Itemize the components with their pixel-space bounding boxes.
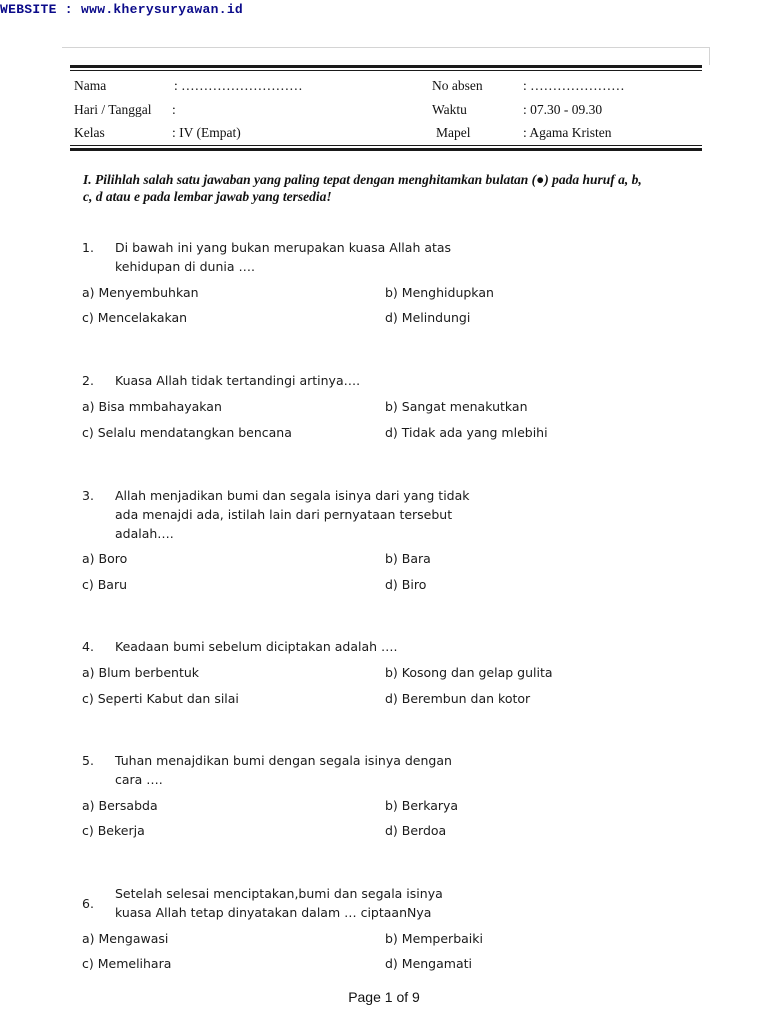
website-banner: WEBSITE : www.kherysuryawan.id [0, 2, 244, 17]
question-line: ada menajdi ada, istilah lain dari pernyataan tersebut [115, 507, 453, 522]
q2-option-d[interactable]: d) Tidak ada yang mlebihi [385, 425, 548, 440]
header-rule-bottom [70, 148, 702, 151]
question-text [115, 637, 485, 656]
q4-option-a[interactable]: a) Blum berbentuk [82, 665, 200, 680]
mapel-value: : Agama Kristen [523, 125, 612, 140]
q5-option-c[interactable]: c) Bekerja [82, 823, 145, 838]
question-number: 2. [82, 373, 94, 388]
q2-option-b[interactable]: b) Sangat menakutkan [385, 399, 528, 414]
question-line: cara …. [115, 772, 163, 787]
q2-option-a[interactable]: a) Bisa mmbahayakan [82, 399, 222, 414]
question-line: Keadaan bumi sebelum diciptakan adalah …. [115, 639, 398, 654]
q1-option-b[interactable]: b) Menghidupkan [385, 285, 494, 300]
hari-field[interactable]: : [172, 102, 176, 117]
question-number: 5. [82, 753, 94, 768]
question-line: kehidupan di dunia …. [115, 259, 255, 274]
header-rule-top-thin [70, 70, 702, 71]
q6-option-d[interactable]: d) Mengamati [385, 956, 472, 971]
q5-option-d[interactable]: d) Berdoa [385, 823, 447, 838]
q5-option-b[interactable]: b) Berkarya [385, 798, 459, 813]
question-line: Tuhan menajdikan bumi dengan segala isinya dengan [115, 753, 452, 768]
kelas-value: : IV (Empat) [172, 125, 241, 140]
q1-option-d[interactable]: d) Melindungi [385, 310, 471, 325]
question-line: Kuasa Allah tidak tertandingi artinya…. [115, 373, 361, 388]
question-text [115, 751, 485, 789]
question-text [115, 486, 485, 543]
header-rule-bottom-thin [70, 145, 702, 146]
absen-label: No absen [432, 78, 483, 93]
q4-option-d[interactable]: d) Berembun dan kotor [385, 691, 531, 706]
question-line: Di bawah ini yang bukan merupakan kuasa Allah atas [115, 240, 452, 255]
q3-option-b[interactable]: b) Bara [385, 551, 431, 566]
q6-option-a[interactable]: a) Mengawasi [82, 931, 169, 946]
q4-option-b[interactable]: b) Kosong dan gelap gulita [385, 665, 553, 680]
q5-option-a[interactable]: a) Bersabda [82, 798, 158, 813]
mapel-label: Mapel [436, 125, 471, 140]
question-line: Allah menjadikan bumi dan segala isinya dari yang tidak [115, 488, 470, 503]
header-rule-top [70, 65, 702, 68]
waktu-value: : 07.30 - 09.30 [523, 102, 603, 117]
q1-option-a[interactable]: a) Menyembuhkan [82, 285, 199, 300]
q3-option-a[interactable]: a) Boro [82, 551, 128, 566]
question-text [115, 884, 485, 922]
page-border-top [62, 47, 710, 48]
question-text [115, 371, 485, 390]
question-6 [0, 884, 768, 924]
absen-field[interactable]: : ………………… [523, 78, 625, 93]
q3-option-c[interactable]: c) Baru [82, 577, 128, 592]
q1-option-c[interactable]: c) Mencelakakan [82, 310, 188, 325]
instruction-text: I. Pilihlah salah satu jawaban yang paling tepat dengan menghitamkan bulatan (●) pada huruf a, b, c, d atau e pada lembar jawab yang tersedia! [83, 172, 642, 204]
question-line: Setelah selesai menciptakan,bumi dan segala isinya [115, 886, 443, 901]
question-line: kuasa Allah tetap dinyatakan dalam … ciptaanNya [115, 905, 432, 920]
question-number: 4. [82, 639, 94, 654]
question-number: 1. [82, 240, 94, 255]
q2-option-c[interactable]: c) Selalu mendatangkan bencana [82, 425, 292, 440]
q3-option-d[interactable]: d) Biro [385, 577, 427, 592]
nama-field[interactable]: : ……………………… [174, 78, 303, 93]
nama-label: Nama [74, 78, 107, 93]
q6-option-b[interactable]: b) Memperbaiki [385, 931, 483, 946]
question-line: adalah…. [115, 526, 174, 541]
question-text [115, 238, 485, 276]
page-number: Page 1 of 9 [348, 989, 420, 1005]
q6-option-c[interactable]: c) Memelihara [82, 956, 172, 971]
question-number: 3. [82, 488, 94, 503]
page-border-right [709, 47, 710, 65]
question-number: 6. [82, 896, 94, 911]
hari-label: Hari / Tanggal [74, 102, 152, 117]
q4-option-c[interactable]: c) Seperti Kabut dan silai [82, 691, 239, 706]
waktu-label: Waktu [432, 102, 467, 117]
kelas-label: Kelas [74, 125, 105, 140]
